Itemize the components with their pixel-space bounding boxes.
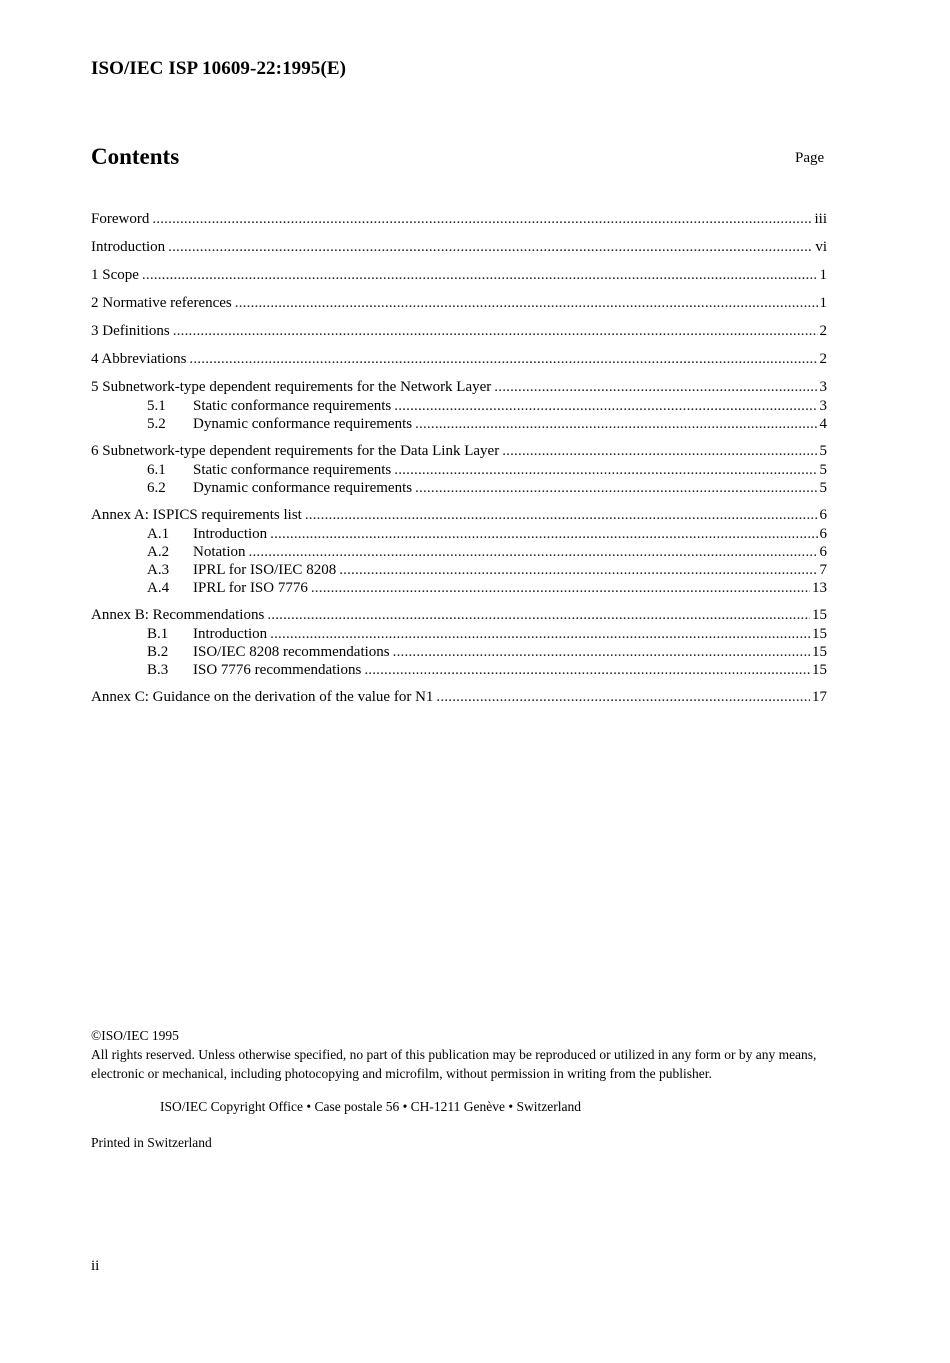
toc-entry-page: 15 xyxy=(812,662,827,678)
toc-leader-dots xyxy=(189,350,817,369)
toc-entry-label: Introduction xyxy=(91,239,166,255)
toc-group xyxy=(91,294,827,313)
copyright-office-address: ISO/IEC Copyright Office • Case postale 56 • CH-1211 Genève • Switzerland xyxy=(160,1099,581,1114)
toc-leader-dots xyxy=(415,479,817,497)
toc-subentry[interactable] xyxy=(91,643,827,661)
toc-entry-page: 13 xyxy=(812,580,827,596)
toc-leader-dots xyxy=(305,506,818,525)
toc-leader-dots xyxy=(494,378,817,397)
printed-in: Printed in Switzerland xyxy=(91,1135,212,1150)
toc-subentry[interactable] xyxy=(91,461,827,479)
toc-leader-dots xyxy=(249,543,818,561)
toc-entry-page: 2 xyxy=(819,351,827,367)
toc-subentry[interactable] xyxy=(91,625,827,643)
toc-entry[interactable] xyxy=(91,294,827,313)
toc-entry-number: B.2 xyxy=(147,644,169,660)
toc-leader-dots xyxy=(267,606,810,625)
toc-entry-number: 6.1 xyxy=(147,462,166,478)
toc-entry-label: Annex A: ISPICS requirements list xyxy=(91,507,302,523)
toc-leader-dots xyxy=(393,643,810,661)
toc-group xyxy=(91,350,827,369)
toc-entry-page: 3 xyxy=(819,398,827,414)
toc-entry-label: 5 Subnetwork-type dependent requirements for the Network Layer xyxy=(91,379,492,395)
toc-entry-label: Introduction xyxy=(193,526,268,542)
toc-entry-label: Annex B: Recommendations xyxy=(91,607,265,623)
toc-group xyxy=(91,322,827,341)
toc-entry[interactable] xyxy=(91,350,827,369)
toc-entry[interactable] xyxy=(91,266,827,285)
toc-entry-page: 3 xyxy=(819,379,827,395)
toc-entry-page: 5 xyxy=(819,443,827,459)
toc-leader-dots xyxy=(339,561,817,579)
toc-entry-label: 3 Definitions xyxy=(91,323,170,339)
toc-entry-label: 2 Normative references xyxy=(91,295,232,311)
toc-entry-page: 6 xyxy=(819,526,827,542)
toc-leader-dots xyxy=(364,661,810,679)
toc-entry-page: 4 xyxy=(819,416,827,432)
toc-subentry[interactable] xyxy=(91,479,827,497)
toc-entry-page: 15 xyxy=(812,626,827,642)
toc-group xyxy=(91,378,827,433)
page-number: ii xyxy=(91,1258,100,1274)
toc-entry-label: Static conformance requirements xyxy=(193,462,392,478)
toc-entry-page: 15 xyxy=(812,644,827,660)
document-id: ISO/IEC ISP 10609-22:1995(E) xyxy=(91,58,347,79)
toc-entry-page: 15 xyxy=(812,607,827,623)
toc-entry[interactable] xyxy=(91,238,827,257)
toc-entry-label: IPRL for ISO/IEC 8208 xyxy=(193,562,337,578)
toc-leader-dots xyxy=(394,397,817,415)
toc-entry-page: 7 xyxy=(819,562,827,578)
toc-entry-label: 4 Abbreviations xyxy=(91,351,187,367)
toc-entry-page: 5 xyxy=(819,462,827,478)
toc-entry-label: Static conformance requirements xyxy=(193,398,392,414)
toc-group xyxy=(91,210,827,229)
toc-entry-label: 6 Subnetwork-type dependent requirements for the Data Link Layer xyxy=(91,443,500,459)
copyright-line: ©ISO/IEC 1995 xyxy=(91,1028,179,1043)
toc-entry[interactable] xyxy=(91,688,827,707)
toc-entry[interactable] xyxy=(91,210,827,229)
toc-entry-page: 6 xyxy=(819,544,827,560)
toc-entry-label: Dynamic conformance requirements xyxy=(193,416,413,432)
toc-entry-number: A.1 xyxy=(147,526,170,542)
toc-entry-label: Annex C: Guidance on the derivation of the value for N1 xyxy=(91,689,434,705)
toc-entry-page: 1 xyxy=(819,267,827,283)
toc-entry-label: Dynamic conformance requirements xyxy=(193,480,413,496)
toc-entry[interactable] xyxy=(91,322,827,341)
toc-entry-number: A.2 xyxy=(147,544,170,560)
toc-entry-number: A.3 xyxy=(147,562,170,578)
toc-group xyxy=(91,688,827,707)
toc-leader-dots xyxy=(436,688,810,707)
toc-leader-dots xyxy=(415,415,817,433)
toc-group xyxy=(91,238,827,257)
toc-entry-number: 6.2 xyxy=(147,480,166,496)
toc-leader-dots xyxy=(270,525,817,543)
toc-entry[interactable] xyxy=(91,506,827,525)
toc-entry-label: Introduction xyxy=(193,626,268,642)
toc-leader-dots xyxy=(235,294,818,313)
toc-leader-dots xyxy=(270,625,810,643)
toc-subentry[interactable] xyxy=(91,415,827,433)
toc-subentry[interactable] xyxy=(91,525,827,543)
toc-leader-dots xyxy=(168,238,813,257)
toc-entry-page: 6 xyxy=(819,507,827,523)
toc-entry-page: iii xyxy=(814,211,827,227)
toc-entry-number: B.1 xyxy=(147,626,169,642)
toc-entry-page: 17 xyxy=(812,689,827,705)
toc-subentry[interactable] xyxy=(91,543,827,561)
toc-subentry[interactable] xyxy=(91,397,827,415)
toc-entry-page: vi xyxy=(815,239,827,255)
toc-entry-label: Notation xyxy=(193,544,246,560)
toc-subentry[interactable] xyxy=(91,561,827,579)
toc-entry-number: A.4 xyxy=(147,580,170,596)
toc-entry[interactable] xyxy=(91,606,827,625)
toc-entry-label: ISO/IEC 8208 recommendations xyxy=(193,644,390,660)
toc-entry-label: Foreword xyxy=(91,211,150,227)
page-column-label: Page xyxy=(795,150,825,166)
toc-group xyxy=(91,606,827,679)
rights-text: All rights reserved. Unless otherwise specified, no part of this publication may be reproduced or utilized in any form or by any means, electronic or mechanical, including photocopying and microfilm, without permission in writing from the publisher. xyxy=(91,1047,817,1081)
toc-entry-number: 5.2 xyxy=(147,416,166,432)
toc-group xyxy=(91,506,827,597)
toc-entry-number: B.3 xyxy=(147,662,169,678)
toc-entry-page: 5 xyxy=(819,480,827,496)
toc-subentry[interactable] xyxy=(91,579,827,597)
copyright-block xyxy=(91,1026,831,1083)
toc-entry[interactable] xyxy=(91,378,827,397)
toc-entry-label: IPRL for ISO 7776 xyxy=(193,580,308,596)
toc-group xyxy=(91,266,827,285)
toc-leader-dots xyxy=(311,579,810,597)
toc-leader-dots xyxy=(502,442,817,461)
toc-leader-dots xyxy=(173,322,818,341)
toc-subentry[interactable] xyxy=(91,661,827,679)
toc-leader-dots xyxy=(142,266,818,285)
toc-entry-label: 1 Scope xyxy=(91,267,139,283)
toc-entry-page: 1 xyxy=(819,295,827,311)
toc-entry-number: 5.1 xyxy=(147,398,166,414)
toc-group xyxy=(91,442,827,497)
table-of-contents xyxy=(91,210,827,716)
toc-leader-dots xyxy=(394,461,817,479)
toc-leader-dots xyxy=(152,210,812,229)
toc-entry-label: ISO 7776 recommendations xyxy=(193,662,362,678)
toc-entry-page: 2 xyxy=(819,323,827,339)
page-title: Contents xyxy=(91,144,180,169)
toc-entry[interactable] xyxy=(91,442,827,461)
